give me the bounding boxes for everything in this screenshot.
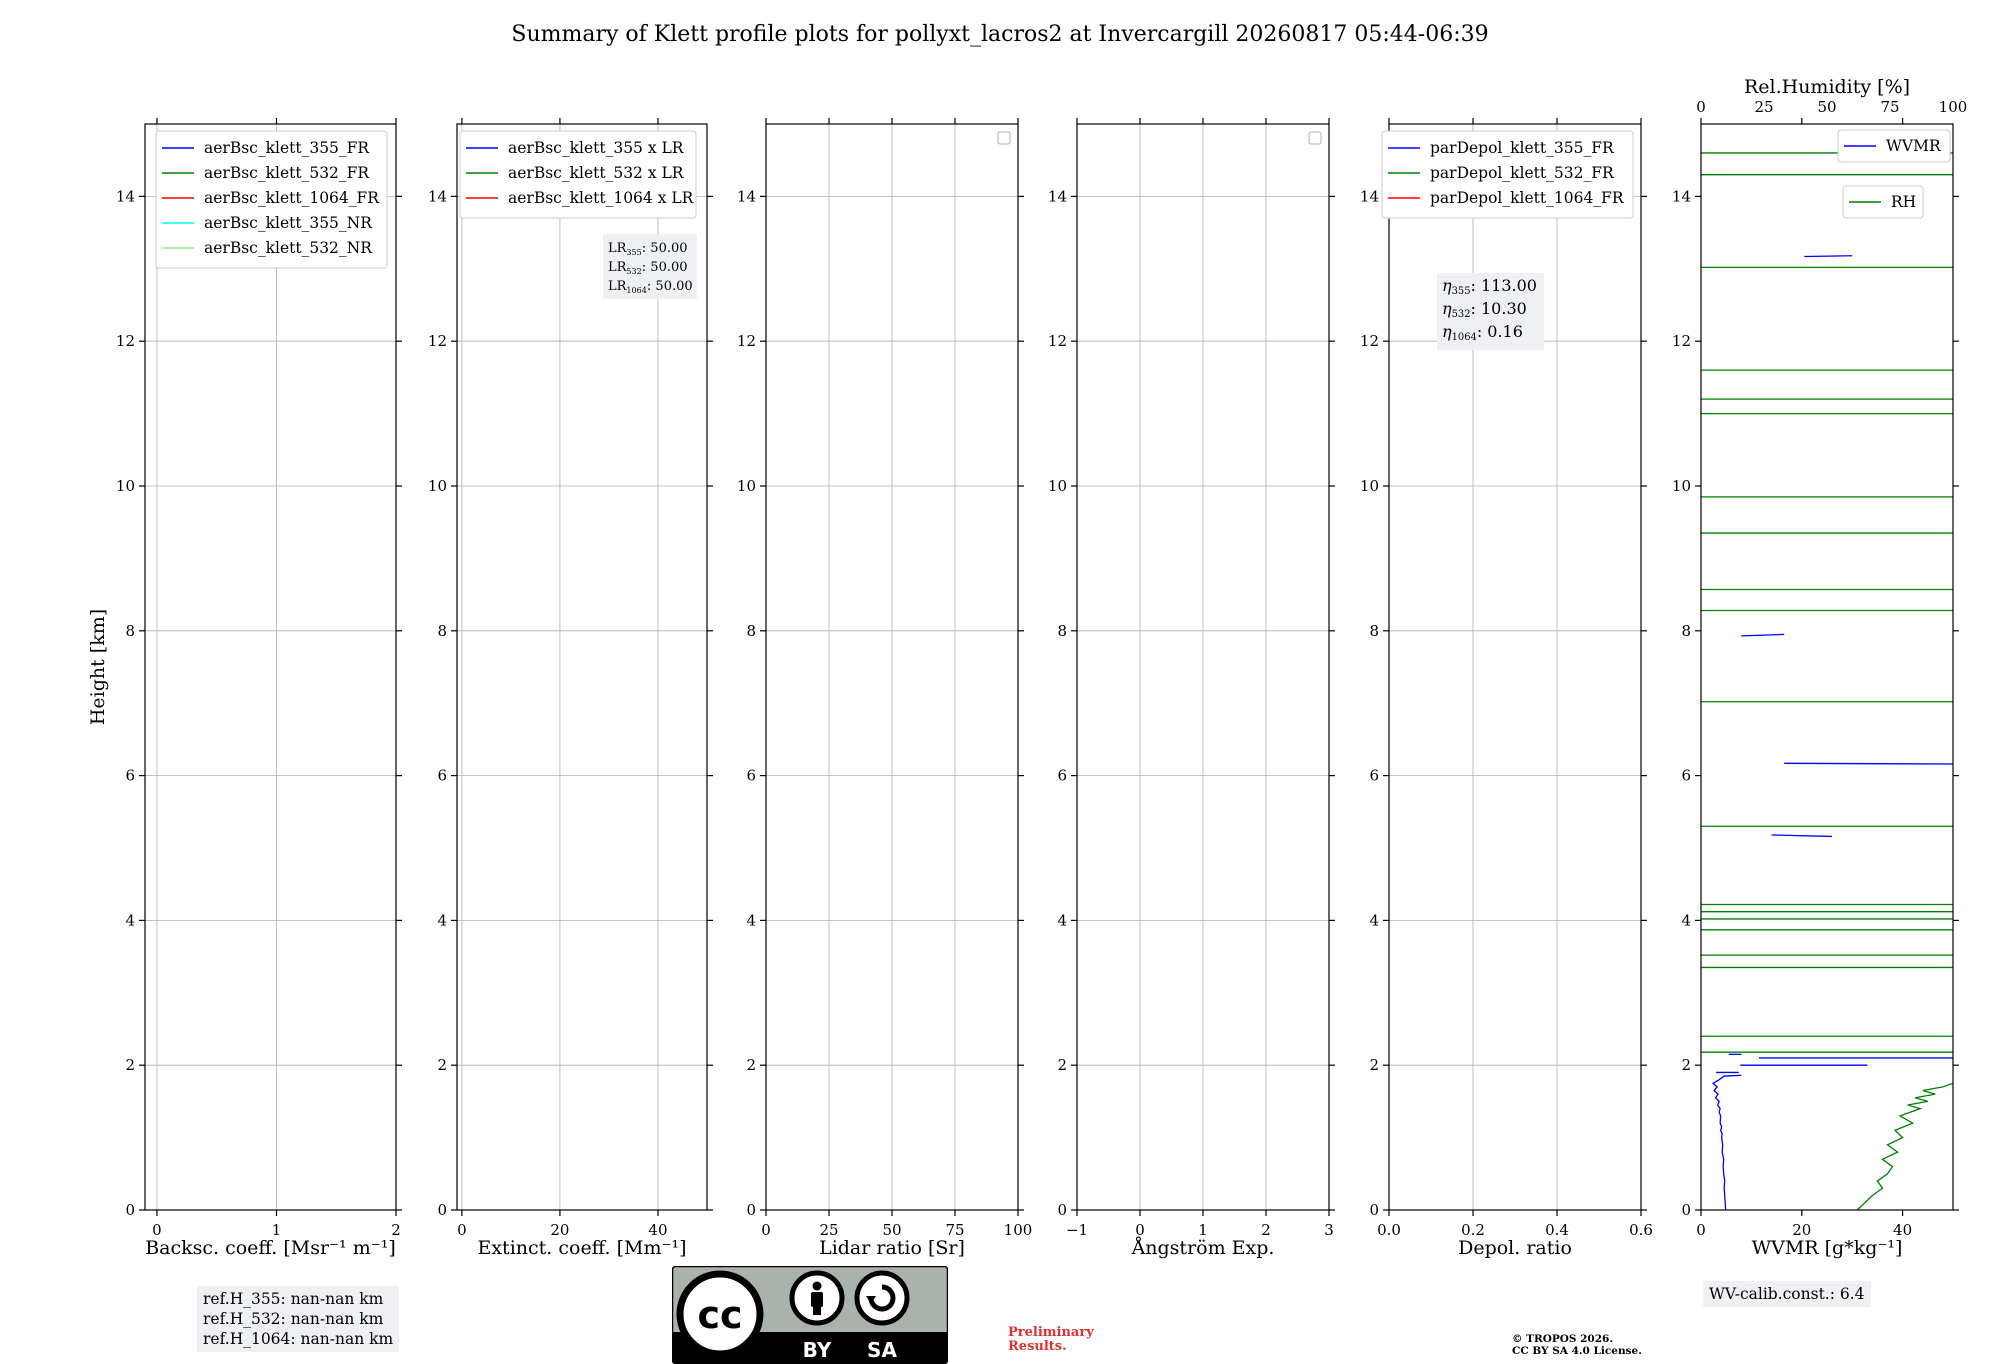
y-tick-label: 6 <box>437 766 447 785</box>
series-segment-WVMR <box>1772 835 1832 836</box>
y-tick-label: 14 <box>1671 187 1691 206</box>
y-tick-label: 6 <box>1369 766 1379 785</box>
legend-label: aerBsc_klett_355 x LR <box>508 139 684 157</box>
y-tick-label: 2 <box>1057 1056 1067 1075</box>
annotation-line: η1064: 0.16 <box>1442 322 1523 343</box>
x-tick-label: 0 <box>152 1221 162 1239</box>
x2-tick-label: 100 <box>1938 98 1968 116</box>
y-tick-label: 0 <box>1369 1201 1379 1219</box>
y-tick-label: 10 <box>427 477 447 495</box>
ref-h-355: ref.H_355: nan-nan km <box>203 1290 384 1308</box>
y-tick-label: 6 <box>746 766 756 785</box>
legend-label: aerBsc_klett_532_NR <box>204 239 372 257</box>
x-tick-label: 0.6 <box>1629 1221 1653 1239</box>
y-tick-label: 12 <box>427 332 447 351</box>
y-tick-label: 14 <box>1359 187 1379 206</box>
y-tick-label: 4 <box>1681 911 1691 930</box>
y-tick-label: 2 <box>125 1056 135 1075</box>
y-tick-label: 10 <box>1671 477 1691 495</box>
x-tick-label: 1 <box>271 1221 282 1239</box>
y-tick-label: 0 <box>1681 1201 1691 1219</box>
series-line-WVMR <box>1713 1075 1741 1210</box>
panel-2 <box>428 118 713 1259</box>
axes-frame <box>145 124 396 1210</box>
preliminary-line-2: Results. <box>1008 1339 1067 1354</box>
y-tick-label: 4 <box>1057 911 1067 930</box>
x-tick-label: 1 <box>1198 1221 1208 1239</box>
annotation-line: $LR_{1064}$: 50.00 <box>608 279 693 295</box>
x-tick-label: 0 <box>761 1221 771 1239</box>
x-axis-label: Lidar ratio [Sr] <box>819 1237 965 1259</box>
x-axis-label: Depol. ratio <box>1458 1237 1572 1259</box>
x-axis-label: WVMR [g*kg⁻¹] <box>1751 1237 1903 1259</box>
empty-legend-box <box>998 132 1010 144</box>
x-tick-label: 2 <box>391 1221 401 1239</box>
x-tick-label: 20 <box>1792 1221 1812 1239</box>
series-segment-WVMR <box>1784 763 1953 764</box>
legend-rh <box>1843 186 1923 218</box>
y-tick-label: 0 <box>437 1201 447 1219</box>
y-tick-label: 4 <box>1369 911 1379 930</box>
y-tick-label: 12 <box>1359 332 1379 351</box>
series-segment-WVMR <box>1804 256 1852 257</box>
legend <box>156 131 387 268</box>
legend-label: parDepol_klett_532_FR <box>1430 164 1614 182</box>
panel-5 <box>1360 118 1653 1259</box>
reference-height-box <box>197 1286 399 1352</box>
legend <box>460 131 696 218</box>
cc-sa-label: SA <box>867 1338 897 1362</box>
panel-6 <box>1672 76 1967 1259</box>
x2-tick-label: 50 <box>1817 98 1837 116</box>
legend-wvmr <box>1838 130 1950 162</box>
x-tick-label: 40 <box>648 1221 668 1239</box>
y-tick-label: 0 <box>125 1201 135 1219</box>
legend-label: WVMR <box>1886 137 1941 155</box>
y-tick-label: 12 <box>115 332 135 351</box>
legend-label: aerBsc_klett_355_FR <box>204 139 370 157</box>
x-axis-label: Ångström Exp. <box>1131 1237 1275 1259</box>
y-tick-label: 10 <box>736 477 756 495</box>
y-tick-label: 10 <box>1047 477 1067 495</box>
legend-label: aerBsc_klett_1064_FR <box>204 189 379 207</box>
legend-label: aerBsc_klett_532 x LR <box>508 164 684 182</box>
y-tick-label: 6 <box>1681 766 1691 785</box>
y-tick-label: 8 <box>746 621 756 640</box>
x-tick-label: 75 <box>945 1221 965 1239</box>
preliminary-line-1: Preliminary <box>1008 1325 1094 1340</box>
panel-1 <box>87 118 402 1259</box>
y-tick-label: 2 <box>746 1056 756 1075</box>
figure-title: Summary of Klett profile plots for pollyxt_lacros2 at Invercargill 20260817 05:44-06:39 <box>511 22 1489 47</box>
series-segment-WVMR <box>1741 634 1784 635</box>
preliminary-results-note <box>1008 1326 1094 1354</box>
annotation-line: η355: 113.00 <box>1442 276 1537 297</box>
y-tick-label: 8 <box>125 621 135 640</box>
y-tick-label: 14 <box>1047 187 1067 206</box>
annotation-line: η532: 10.30 <box>1442 299 1527 320</box>
y-tick-label: 6 <box>125 766 135 785</box>
y-tick-label: 12 <box>1047 332 1067 351</box>
ref-h-532: ref.H_532: nan-nan km <box>203 1310 384 1328</box>
y-tick-label: 14 <box>736 187 756 206</box>
copyright-line-2: CC BY SA 4.0 License. <box>1512 1345 1642 1357</box>
y-tick-label: 8 <box>1369 621 1379 640</box>
y-tick-label: 6 <box>1057 766 1067 785</box>
legend-label: aerBsc_klett_1064 x LR <box>508 189 694 207</box>
x-tick-label: 0.4 <box>1545 1221 1569 1239</box>
wv-calibration-box <box>1703 1281 1871 1307</box>
panel-3 <box>737 118 1032 1259</box>
cc-by-label: BY <box>802 1338 832 1362</box>
y-tick-label: 8 <box>1681 621 1691 640</box>
y-tick-label: 10 <box>115 477 135 495</box>
y-tick-label: 2 <box>437 1056 447 1075</box>
y-tick-label: 4 <box>437 911 447 930</box>
cc-logo-text: cc <box>697 1293 743 1337</box>
lidar-ratio-annotation-box <box>603 234 697 299</box>
legend-label: parDepol_klett_355_FR <box>1430 139 1614 157</box>
x-tick-label: 100 <box>1003 1221 1033 1239</box>
y-tick-label: 2 <box>1681 1056 1691 1075</box>
y-tick-label: 4 <box>746 911 756 930</box>
cc-by-sa-license-icon <box>672 1266 948 1364</box>
y-tick-label: 14 <box>115 187 135 206</box>
x2-tick-label: 0 <box>1696 98 1706 116</box>
y-tick-label: 2 <box>1369 1056 1379 1075</box>
annotation-line: $LR_{355}$: 50.00 <box>608 241 688 257</box>
y-tick-label: 0 <box>746 1201 756 1219</box>
y-tick-label: 12 <box>1671 332 1691 351</box>
x2-tick-label: 25 <box>1754 98 1774 116</box>
wv-calib-const: WV-calib.const.: 6.4 <box>1709 1285 1865 1303</box>
legend-label: RH <box>1891 193 1917 211</box>
x-tick-label: 20 <box>550 1221 570 1239</box>
x-tick-label: 50 <box>882 1221 902 1239</box>
y-tick-label: 4 <box>125 911 135 930</box>
x-tick-label: 0 <box>457 1221 467 1239</box>
y-axis-label: Height [km] <box>87 608 109 726</box>
y-tick-label: 0 <box>1057 1201 1067 1219</box>
y-tick-label: 8 <box>1057 621 1067 640</box>
legend-label: parDepol_klett_1064_FR <box>1430 189 1624 207</box>
x2-axis-label: Rel.Humidity [%] <box>1743 76 1911 98</box>
eta-annotation-box <box>1437 273 1544 350</box>
legend-label: aerBsc_klett_532_FR <box>204 164 370 182</box>
x-tick-label: 25 <box>819 1221 839 1239</box>
legend-label: aerBsc_klett_355_NR <box>204 214 372 232</box>
y-tick-label: 10 <box>1359 477 1379 495</box>
y-tick-label: 12 <box>736 332 756 351</box>
y-tick-label: 14 <box>427 187 447 206</box>
copyright-line-1: © TROPOS 2026. <box>1512 1333 1614 1345</box>
x-axis-label: Backsc. coeff. [Msr⁻¹ m⁻¹] <box>145 1237 396 1259</box>
x2-tick-label: 75 <box>1880 98 1900 116</box>
empty-legend-box <box>1309 132 1321 144</box>
annotation-line: $LR_{532}$: 50.00 <box>608 260 688 276</box>
x-tick-label: 0 <box>1135 1221 1145 1239</box>
x-tick-label: 0 <box>1696 1221 1706 1239</box>
y-tick-label: 8 <box>437 621 447 640</box>
x-tick-label: 2 <box>1261 1221 1271 1239</box>
legend <box>1382 131 1633 218</box>
panel-4 <box>1048 118 1335 1259</box>
x-tick-label: 0.2 <box>1461 1221 1485 1239</box>
series-line-RH <box>1857 1083 1953 1210</box>
ref-h-1064: ref.H_1064: nan-nan km <box>203 1330 394 1348</box>
copyright-note <box>1512 1333 1642 1357</box>
x-tick-label: −1 <box>1065 1221 1089 1239</box>
x-tick-label: 0.0 <box>1377 1221 1401 1239</box>
x-tick-label: 3 <box>1324 1221 1334 1239</box>
x-tick-label: 40 <box>1893 1221 1913 1239</box>
x-axis-label: Extinct. coeff. [Mm⁻¹] <box>477 1237 687 1259</box>
axes-frame <box>1701 124 1953 1210</box>
